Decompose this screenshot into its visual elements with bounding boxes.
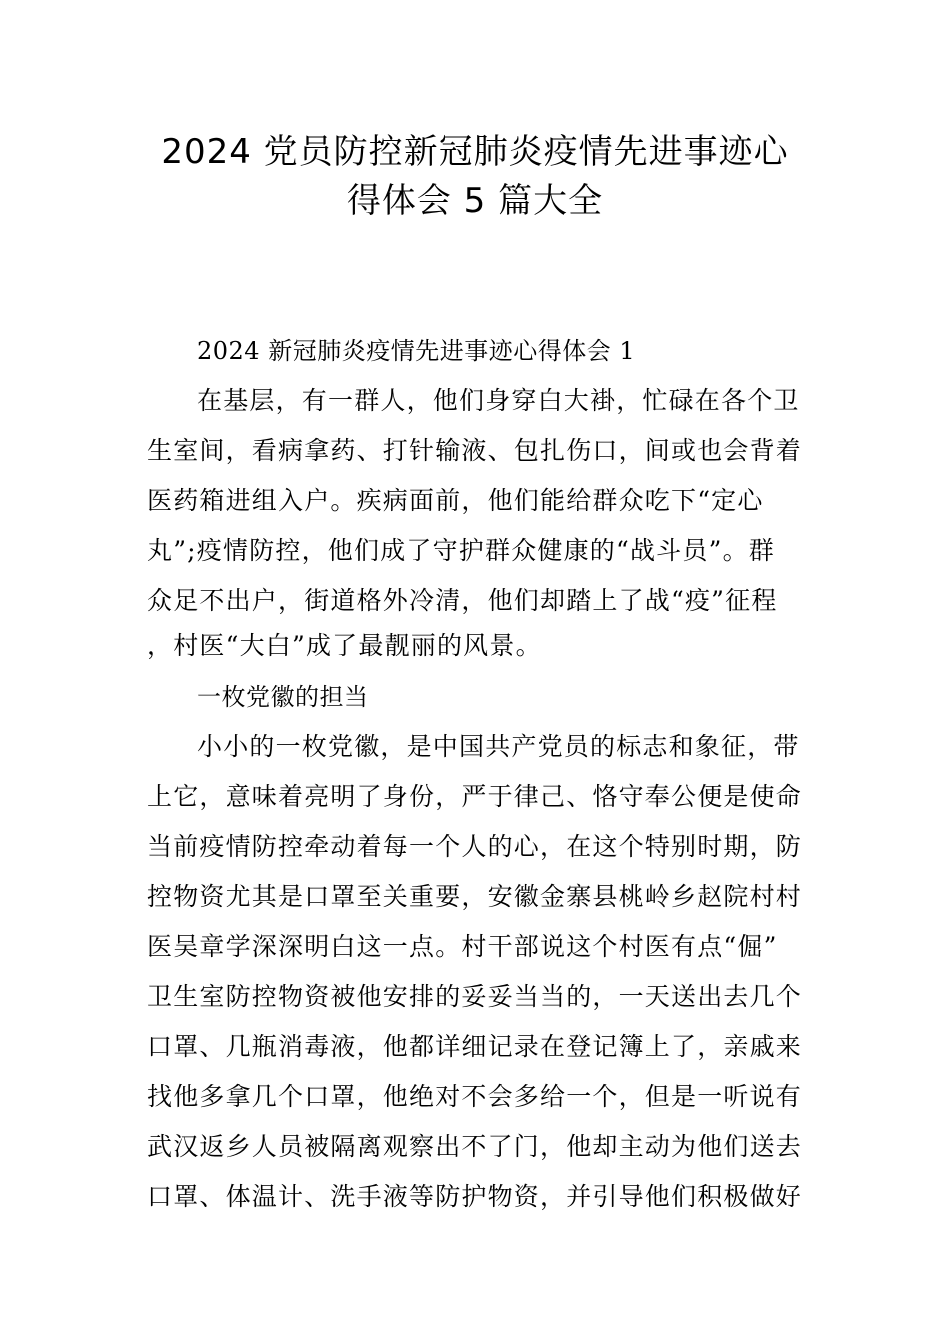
document-title-line-1: 2024 党员防控新冠肺炎疫情先进事迹心 xyxy=(161,132,789,172)
paragraph-2-line: 控物资尤其是口罩至关重要，安徽金寨县桃岭乡赵院村村 xyxy=(147,882,803,911)
paragraph-2-line: 口罩、体温计、洗手液等防护物资，并引导他们积极做好 xyxy=(147,1182,803,1211)
paragraph-2-line: 武汉返乡人员被隔离观察出不了门，他却主动为他们送去 xyxy=(147,1132,803,1161)
paragraph-2-line: 医吴章学深深明白这一点。村干部说这个村医有点“倔” xyxy=(147,932,778,961)
paragraph-1-line: ，村医“大白”成了最靓丽的风景。 xyxy=(147,631,542,660)
paragraph-1-line: 生室间，看病拿药、打针输液、包扎伤口，间或也会背着 xyxy=(147,436,803,465)
paragraph-2-line: 当前疫情防控牵动着每一个人的心，在这个特别时期，防 xyxy=(147,832,803,861)
paragraph-1-line: 丸”;疫情防控，他们成了守护群众健康的“战斗员”。群 xyxy=(147,536,775,565)
paragraph-1-line: 在基层，有一群人，他们身穿白大褂，忙碌在各个卫 xyxy=(197,386,800,415)
subheading: 一枚党徽的担当 xyxy=(197,683,369,711)
document-title-line-2: 得体会 5 篇大全 xyxy=(346,181,604,221)
paragraph-2-line: 找他多拿几个口罩，他绝对不会多给一个，但是一听说有 xyxy=(147,1082,803,1111)
section-heading: 2024 新冠肺炎疫情先进事迹心得体会 1 xyxy=(197,337,636,365)
paragraph-2-line: 上它，意味着亮明了身份，严于律己、恪守奉公便是使命 xyxy=(147,782,803,811)
paragraph-2-line: 卫生室防控物资被他安排的妥妥当当的，一天送出去几个 xyxy=(147,982,803,1011)
paragraph-2-line: 小小的一枚党徽，是中国共产党员的标志和象征，带 xyxy=(197,732,800,761)
paragraph-2-line: 口罩、几瓶消毒液，他都详细记录在登记簿上了，亲戚来 xyxy=(147,1032,803,1061)
paragraph-1-line: 众足不出户，街道格外冷清，他们却踏上了战“疫”征程 xyxy=(147,586,778,615)
paragraph-1-line: 医药箱进组入户。疾病面前，他们能给群众吃下“定心 xyxy=(147,486,764,515)
